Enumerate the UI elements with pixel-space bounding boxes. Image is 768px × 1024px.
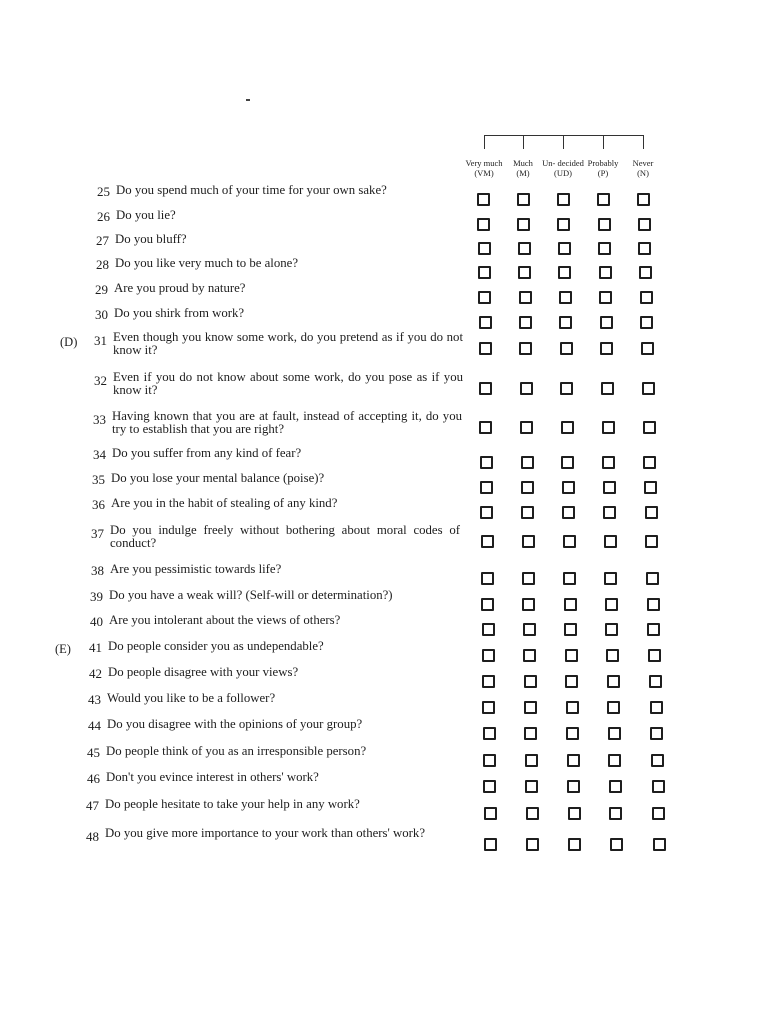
response-checkbox[interactable] xyxy=(517,193,530,206)
question-number: 41 xyxy=(89,640,102,655)
response-checkbox[interactable] xyxy=(567,754,580,767)
question-number: 28 xyxy=(96,257,109,272)
response-checkbox[interactable] xyxy=(522,572,535,585)
response-checkbox[interactable] xyxy=(604,535,617,548)
response-checkbox[interactable] xyxy=(481,598,494,611)
response-checkbox[interactable] xyxy=(561,421,574,434)
question-number: 37 xyxy=(91,526,104,541)
response-checkbox[interactable] xyxy=(641,342,654,355)
response-checkbox[interactable] xyxy=(558,266,571,279)
response-checkbox[interactable] xyxy=(559,291,572,304)
question-number: 30 xyxy=(95,307,108,322)
question-number: 32 xyxy=(94,373,107,388)
response-checkbox[interactable] xyxy=(483,754,496,767)
response-checkbox[interactable] xyxy=(522,598,535,611)
question-number: 27 xyxy=(96,233,109,248)
response-checkbox[interactable] xyxy=(640,291,653,304)
question-number: 38 xyxy=(91,563,104,578)
column-header-abbreviation: (N) xyxy=(637,168,649,178)
question-text: Do people consider you as undependable? xyxy=(108,639,324,653)
response-checkbox[interactable] xyxy=(607,701,620,714)
response-checkbox[interactable] xyxy=(605,598,618,611)
response-checkbox[interactable] xyxy=(603,481,616,494)
question-number: 29 xyxy=(95,282,108,297)
response-checkbox[interactable] xyxy=(524,727,537,740)
response-checkbox[interactable] xyxy=(599,291,612,304)
question-number: 48 xyxy=(86,829,99,844)
response-checkbox[interactable] xyxy=(517,218,530,231)
column-header-label: Probably xyxy=(587,158,619,168)
response-checkbox[interactable] xyxy=(568,838,581,851)
question-text: Do you like very much to be alone? xyxy=(115,256,299,270)
response-checkbox[interactable] xyxy=(521,481,534,494)
response-checkbox[interactable] xyxy=(526,838,539,851)
question-number: 33 xyxy=(93,412,106,427)
response-checkbox[interactable] xyxy=(523,623,536,636)
section-label: (E) xyxy=(55,642,71,656)
response-checkbox[interactable] xyxy=(519,342,532,355)
response-checkbox[interactable] xyxy=(482,649,495,662)
response-checkbox[interactable] xyxy=(563,535,576,548)
question-text: Are you pessimistic towards life? xyxy=(110,562,282,576)
response-checkbox[interactable] xyxy=(483,727,496,740)
response-checkbox[interactable] xyxy=(608,727,621,740)
response-checkbox[interactable] xyxy=(523,649,536,662)
question-text: Do you lie? xyxy=(116,208,176,222)
response-checkbox[interactable] xyxy=(480,481,493,494)
response-checkbox[interactable] xyxy=(518,266,531,279)
question-text: Don't you evince interest in others' work? xyxy=(106,770,319,784)
response-checkbox[interactable] xyxy=(653,838,666,851)
response-checkbox[interactable] xyxy=(479,316,492,329)
question-text: Do people disagree with your views? xyxy=(108,665,299,679)
response-checkbox[interactable] xyxy=(526,807,539,820)
response-checkbox[interactable] xyxy=(557,218,570,231)
question-number: 46 xyxy=(87,771,100,786)
question-number: 26 xyxy=(97,209,110,224)
response-checkbox[interactable] xyxy=(652,780,665,793)
response-checkbox[interactable] xyxy=(561,456,574,469)
question-text: Are you in the habit of stealing of any kind? xyxy=(111,496,338,510)
response-checkbox[interactable] xyxy=(643,421,656,434)
question-text: Do you indulge freely without bothering about moral codes of conduct? xyxy=(110,523,460,550)
response-checkbox[interactable] xyxy=(646,572,659,585)
response-checkbox[interactable] xyxy=(564,598,577,611)
response-checkbox[interactable] xyxy=(562,506,575,519)
stray-mark xyxy=(246,99,250,101)
question-text: Are you proud by nature? xyxy=(114,281,246,295)
response-checkbox[interactable] xyxy=(638,242,651,255)
question-text: Do people think of you as an irresponsible person? xyxy=(106,744,367,758)
response-checkbox[interactable] xyxy=(645,506,658,519)
question-text: Are you intolerant about the views of others? xyxy=(109,613,341,627)
response-checkbox[interactable] xyxy=(525,754,538,767)
question-text: Do you lose your mental balance (poise)? xyxy=(111,471,325,485)
section-label: (D) xyxy=(60,335,78,349)
response-checkbox[interactable] xyxy=(566,701,579,714)
response-checkbox[interactable] xyxy=(482,701,495,714)
response-checkbox[interactable] xyxy=(602,421,615,434)
response-checkbox[interactable] xyxy=(566,727,579,740)
response-checkbox[interactable] xyxy=(637,193,650,206)
response-checkbox[interactable] xyxy=(645,535,658,548)
question-text: Do you have a weak will? (Self-will or determination?) xyxy=(109,588,393,602)
response-checkbox[interactable] xyxy=(519,291,532,304)
question-number: 42 xyxy=(89,666,102,681)
response-checkbox[interactable] xyxy=(609,807,622,820)
response-checkbox[interactable] xyxy=(520,421,533,434)
bracket-line xyxy=(643,135,644,149)
response-checkbox[interactable] xyxy=(480,456,493,469)
response-checkbox[interactable] xyxy=(478,291,491,304)
response-checkbox[interactable] xyxy=(600,316,613,329)
column-header-label: Un- decided xyxy=(542,158,584,168)
response-checkbox[interactable] xyxy=(639,266,652,279)
response-checkbox[interactable] xyxy=(562,481,575,494)
response-checkbox[interactable] xyxy=(482,623,495,636)
question-number: 43 xyxy=(88,692,101,707)
bracket-line xyxy=(563,135,564,149)
bracket-line xyxy=(603,135,604,149)
response-checkbox[interactable] xyxy=(484,838,497,851)
response-checkbox[interactable] xyxy=(521,456,534,469)
response-checkbox[interactable] xyxy=(524,675,537,688)
response-checkbox[interactable] xyxy=(484,807,497,820)
response-checkbox[interactable] xyxy=(522,535,535,548)
column-header-label: Much xyxy=(513,158,533,168)
question-text: Do you bluff? xyxy=(115,232,187,246)
question-text: Would you like to be a follower? xyxy=(107,691,276,705)
response-checkbox[interactable] xyxy=(565,649,578,662)
response-checkbox[interactable] xyxy=(650,701,663,714)
question-text: Do you shirk from work? xyxy=(114,306,245,320)
column-header-abbreviation: (M) xyxy=(516,168,530,178)
response-checkbox[interactable] xyxy=(598,218,611,231)
response-checkbox[interactable] xyxy=(601,382,614,395)
response-checkbox[interactable] xyxy=(597,193,610,206)
response-checkbox[interactable] xyxy=(477,218,490,231)
response-checkbox[interactable] xyxy=(519,316,532,329)
question-number: 44 xyxy=(88,718,101,733)
question-number: 34 xyxy=(93,447,106,462)
response-checkbox[interactable] xyxy=(483,780,496,793)
response-checkbox[interactable] xyxy=(649,675,662,688)
response-checkbox[interactable] xyxy=(599,266,612,279)
column-header-label: Very much xyxy=(465,158,503,168)
question-number: 31 xyxy=(94,333,107,348)
question-text: Do you disagree with the opinions of your group? xyxy=(107,717,363,731)
response-checkbox[interactable] xyxy=(568,807,581,820)
response-checkbox[interactable] xyxy=(609,780,622,793)
response-checkbox[interactable] xyxy=(479,342,492,355)
question-number: 45 xyxy=(87,745,100,760)
column-header-label: Never xyxy=(632,158,654,168)
response-checkbox[interactable] xyxy=(600,342,613,355)
response-checkbox[interactable] xyxy=(563,572,576,585)
response-checkbox[interactable] xyxy=(479,382,492,395)
response-checkbox[interactable] xyxy=(603,506,616,519)
question-text: Even though you know some work, do you pretend as if you do not know it? xyxy=(113,330,463,357)
response-checkbox[interactable] xyxy=(607,675,620,688)
response-checkbox[interactable] xyxy=(477,193,490,206)
response-checkbox[interactable] xyxy=(560,382,573,395)
response-checkbox[interactable] xyxy=(480,506,493,519)
bracket-line xyxy=(523,135,524,149)
response-checkbox[interactable] xyxy=(605,623,618,636)
response-checkbox[interactable] xyxy=(567,780,580,793)
question-text: Do you spend much of your time for your own sake? xyxy=(116,183,387,197)
question-text: Do people hesitate to take your help in any work? xyxy=(105,797,360,811)
question-number: 25 xyxy=(97,184,110,199)
question-number: 39 xyxy=(90,589,103,604)
response-checkbox[interactable] xyxy=(608,754,621,767)
response-checkbox[interactable] xyxy=(479,421,492,434)
response-checkbox[interactable] xyxy=(560,342,573,355)
response-checkbox[interactable] xyxy=(644,481,657,494)
bracket-line xyxy=(484,135,485,149)
response-checkbox[interactable] xyxy=(525,780,538,793)
response-checkbox[interactable] xyxy=(642,382,655,395)
response-checkbox[interactable] xyxy=(565,675,578,688)
response-checkbox[interactable] xyxy=(557,193,570,206)
response-checkbox[interactable] xyxy=(478,242,491,255)
response-checkbox[interactable] xyxy=(652,807,665,820)
response-checkbox[interactable] xyxy=(648,649,661,662)
question-number: 35 xyxy=(92,472,105,487)
response-checkbox[interactable] xyxy=(647,623,660,636)
response-checkbox[interactable] xyxy=(604,572,617,585)
question-text: Do you suffer from any kind of fear? xyxy=(112,446,302,460)
response-checkbox[interactable] xyxy=(520,382,533,395)
response-checkbox[interactable] xyxy=(602,456,615,469)
response-checkbox[interactable] xyxy=(610,838,623,851)
response-checkbox[interactable] xyxy=(643,456,656,469)
question-text: Do you give more importance to your work than others' work? xyxy=(105,826,426,840)
column-header-abbreviation: (P) xyxy=(597,168,609,178)
response-checkbox[interactable] xyxy=(598,242,611,255)
response-checkbox[interactable] xyxy=(524,701,537,714)
response-checkbox[interactable] xyxy=(481,572,494,585)
question-number: 36 xyxy=(92,497,105,512)
question-number: 47 xyxy=(86,798,99,813)
column-header xyxy=(620,158,666,178)
question-text: Even if you do not know about some work, do you pose as if you know it? xyxy=(113,370,463,397)
column-header-abbreviation: (VM) xyxy=(474,168,494,178)
response-checkbox[interactable] xyxy=(606,649,619,662)
response-checkbox[interactable] xyxy=(564,623,577,636)
response-checkbox[interactable] xyxy=(482,675,495,688)
response-checkbox[interactable] xyxy=(651,754,664,767)
response-checkbox[interactable] xyxy=(518,242,531,255)
response-checkbox[interactable] xyxy=(650,727,663,740)
response-checkbox[interactable] xyxy=(647,598,660,611)
response-checkbox[interactable] xyxy=(640,316,653,329)
response-checkbox[interactable] xyxy=(521,506,534,519)
response-checkbox[interactable] xyxy=(638,218,651,231)
question-text: Having known that you are at fault, instead of accepting it, do you try to establish that you are right? xyxy=(112,409,462,436)
response-checkbox[interactable] xyxy=(558,242,571,255)
response-checkbox[interactable] xyxy=(481,535,494,548)
response-checkbox[interactable] xyxy=(559,316,572,329)
question-number: 40 xyxy=(90,614,103,629)
response-checkbox[interactable] xyxy=(478,266,491,279)
column-header-abbreviation: (UD) xyxy=(554,168,572,178)
